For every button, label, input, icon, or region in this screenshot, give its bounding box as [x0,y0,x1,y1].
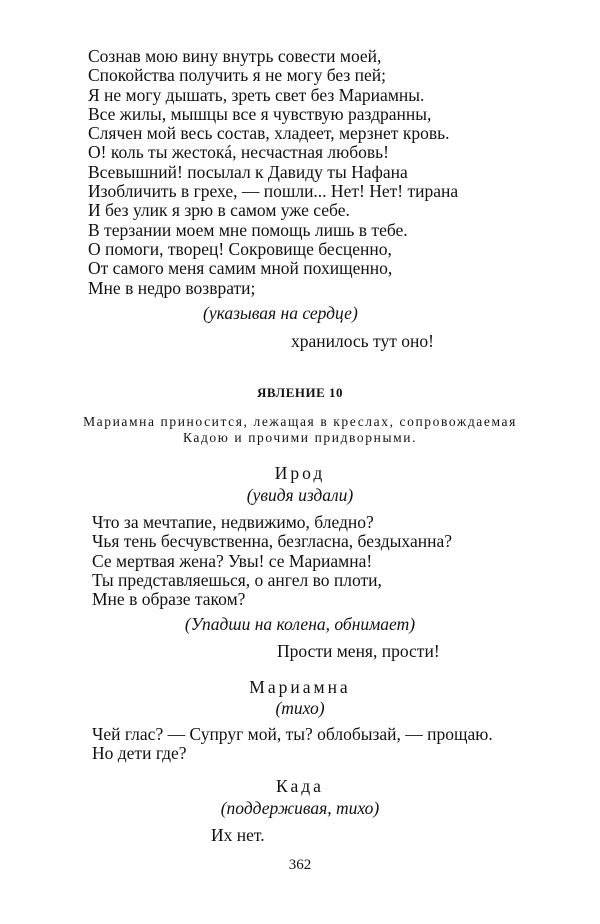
verse-line: Всевышний! посылал к Давиду ты Нафана [88,161,408,182]
page-number: 362 [288,857,312,873]
verse-line: О! коль ты жестокá, несчастная любовь! [88,142,389,163]
verse-line-continuation: хранилось тут оно! [291,331,434,351]
verse-line: Изобличить в грехе, — пошли... Нет! Нет! тирана [88,181,459,202]
verse-block-herod-monologue [88,47,458,298]
verse-line: Но дети где? [92,743,187,764]
stage-direction: (поддерживая, тихо) [220,798,380,818]
verse-line: О помоги, творец! Сокровище бесценно, [88,238,392,259]
verse-block-herod [92,513,452,609]
verse-line: Я не могу дышать, зреть свет без Мариамны. [88,84,425,105]
verse-line: Слячен мой весь состав, хладеет, мерзнет кровь. [88,123,450,144]
verse-line-continuation: Прости меня, прости! [277,641,440,661]
stage-direction: (указывая на сердце) [203,303,358,323]
scene-title: ЯВЛЕНИЕ 10 [256,385,344,400]
scene-description: Мариамна приносится, лежащая в креслах, сопровождаемая Кадою и прочими придворными. [83,414,517,445]
verse-line: От самого меня самим мной похищенно, [88,258,393,279]
verse-line: Ты представляешься, о ангел во плоти, [92,569,382,590]
speaker-name: Мариамна [249,677,351,697]
speaker-name: Ирод [274,463,326,483]
verse-line: И без улик я зрю в самом уже себе. [88,200,350,221]
verse-line-continuation: Их нет. [211,825,265,845]
verse-block-mariamne [92,725,493,764]
verse-line: Мне в образе таком? [92,589,246,610]
verse-line: Чей глас? — Супруг мой, ты? облобызай, — прощаю. [92,724,493,744]
verse-line: Спокойства получить я не могу без пей; [88,65,387,86]
stage-direction: (тихо) [275,698,325,718]
verse-line: Се мертвая жена? Увы! се Мариамна! [92,550,373,571]
verse-line: Сознав мою вину внутрь совести моей, [88,46,382,66]
verse-line: Мне в недро возврати; [88,277,256,298]
stage-direction: (увидя издали) [246,485,354,505]
verse-line: В терзании моем мне помощь лишь в тебе. [88,219,408,240]
stage-direction: (Упадши на колена, обнимает) [184,614,416,634]
verse-line: Чья тень бесчувственна, безгласна, бездыханна? [92,531,452,552]
verse-line: Что за мечтапие, недвижимо, бледно? [92,512,374,532]
speaker-name: Када [276,776,324,796]
verse-line: Все жилы, мышцы все я чувствую раздранны, [88,103,432,124]
